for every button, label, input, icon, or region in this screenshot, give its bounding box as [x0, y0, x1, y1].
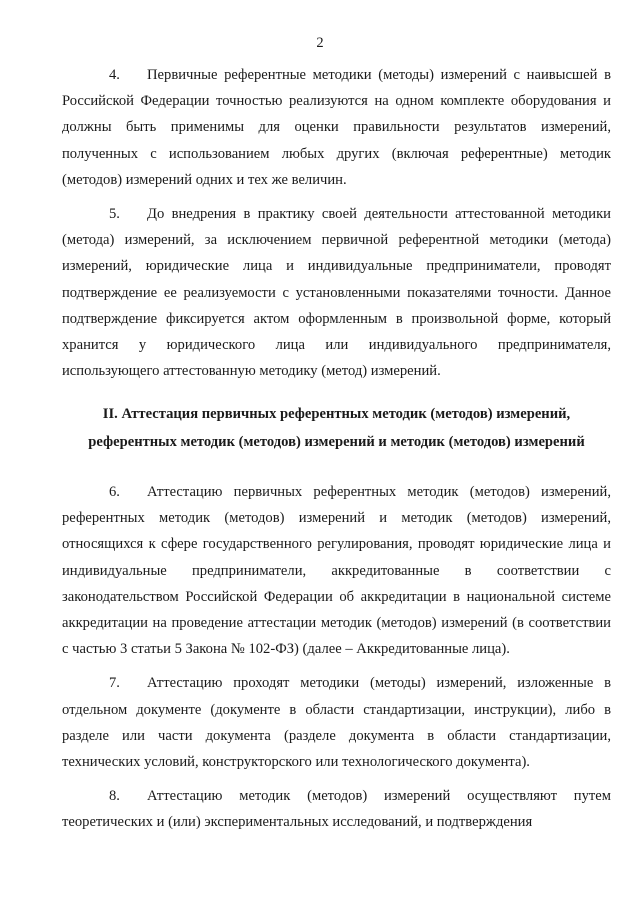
paragraph-number: 7. — [109, 675, 120, 692]
paragraphs-before-section — [62, 62, 611, 384]
section-heading-line-1: II. Аттестация первичных референтных методик (методов) измерений, — [102, 406, 571, 422]
section-heading-line-2: референтных методик (методов) измерений и методик (методов) измерений — [88, 434, 585, 450]
paragraph-text: До внедрения в практику своей деятельности аттестованной методики (метода) измерений, за исключением первичной референтной методики (метода) измерений, юридические лица и индивидуальные предприниматели, проводят подтверждение ее реализуемости с установленными показателями точности. Данное подтверждение фиксируется актом оформленным в произвольной форме, который хранится у юридического лица или индивидуального предпринимателя, использующего аттестованную методику (метод) измерений. — [62, 206, 611, 380]
section-heading — [62, 400, 611, 456]
paragraph-8 — [62, 783, 611, 835]
paragraph-text: Первичные референтные методики (методы) измерений с наивысшей в Российской Федерации точностью реализуются на одном комплекте оборудования и должны быть применимы для оценки правильности результатов измерений, полученных с использованием любых других (включая референтные) методик (методов) измерений одних и тех же величин. — [62, 67, 611, 188]
paragraph-text: Аттестацию методик (методов) измерений осуществляют путем теоретических и (или) экспериментальных исследований, и подтверждения — [62, 788, 611, 831]
paragraph-7 — [62, 670, 611, 775]
page-number: 2 — [316, 35, 324, 51]
paragraph-number: 5. — [109, 206, 120, 223]
paragraph-text: Аттестацию проходят методики (методы) измерений, изложенные в отдельном документе (документе в области стандартизации, инструкции), либо в разделе или части документа (разделе документа в области стандартизации, технических условий, конструкторского или технологического документа). — [62, 675, 611, 771]
paragraph-number: 8. — [109, 788, 120, 805]
paragraph-4 — [62, 62, 611, 193]
paragraphs-after-section — [62, 479, 611, 836]
paragraph-5 — [62, 201, 611, 384]
paragraph-6 — [62, 479, 611, 662]
paragraph-number: 6. — [109, 484, 120, 500]
paragraph-text: Аттестацию первичных референтных методик (методов) измерений, референтных методик (методов) измерений и методик (методов) измерений, относящихся к сфере государственного регулирования, проводят юридические лица и индивидуальные предприниматели, аккредитованные в соответствии с законодательством Российской Федерации об аккредитации в национальной системе аккредитации на проведение аттестации методик (методов) измерений (в соответствии с частью 3 статьи 5 Закона № 102-ФЗ) (далее – Аккредитованные лица). — [62, 484, 611, 658]
paragraph-number: 4. — [109, 67, 120, 83]
